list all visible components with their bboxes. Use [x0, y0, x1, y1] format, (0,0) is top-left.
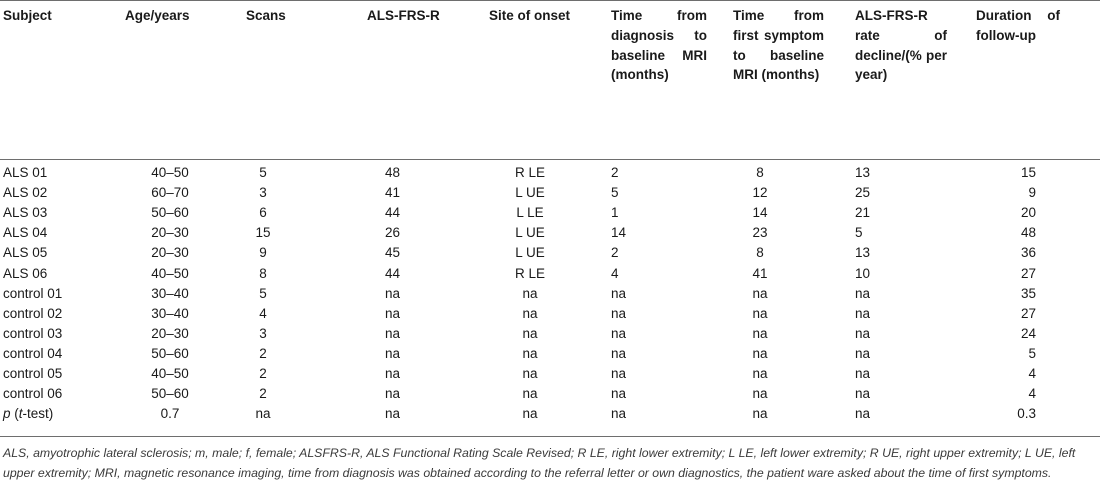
cell-time-from-first-symptom: 8	[756, 165, 764, 180]
cell-als-frs-r: na	[384, 345, 401, 361]
cell-scans: 8	[259, 265, 267, 281]
cell-time-from-diagnosis: na	[611, 325, 627, 341]
cell-time-from-diagnosis: na	[611, 285, 627, 301]
cell-duration-of-follow-up: 15	[1020, 165, 1036, 180]
cell-time-from-diagnosis: na	[611, 366, 627, 381]
cell-subject: ALS 03	[3, 205, 48, 221]
cell-rate-of-decline: na	[855, 285, 871, 301]
table-row	[0, 384, 1100, 404]
table-row	[0, 324, 1100, 344]
cell-duration-of-follow-up: 27	[1020, 305, 1036, 321]
cell-scans: 3	[259, 325, 267, 341]
cell-rate-of-decline: na	[855, 366, 871, 381]
header-rate-of-decline: ALS-FRS-R rate of decline/(% per year)	[855, 8, 947, 83]
cell-duration-of-follow-up: 9	[1028, 185, 1036, 201]
cell-age: 60–70	[151, 185, 189, 201]
cell-time-from-first-symptom: na	[752, 285, 768, 301]
cell-time-from-first-symptom: 8	[756, 245, 764, 261]
cell-duration-of-follow-up: 35	[1020, 285, 1036, 301]
cell-site-of-onset: L LE	[516, 205, 544, 221]
header-time-from-first-symptom: Time from first symptom to baseline MRI (months)	[733, 8, 824, 83]
cell-site-of-onset: na	[522, 386, 538, 402]
cell-subject: control 06	[3, 386, 63, 402]
cell-subject: p (t-test)	[3, 406, 54, 422]
cell-time-from-diagnosis: 4	[611, 265, 619, 281]
table-bottom-rule	[0, 436, 1100, 437]
cell-site-of-onset: R LE	[514, 165, 545, 180]
cell-time-from-first-symptom: 41	[752, 265, 768, 281]
cell-subject: control 03	[3, 325, 63, 341]
cell-duration-of-follow-up: 4	[1028, 366, 1036, 381]
cell-age: 50–60	[151, 386, 189, 402]
cell-subject: control 01	[3, 285, 63, 301]
cell-time-from-diagnosis: na	[611, 386, 627, 402]
cell-age: 40–50	[151, 265, 189, 281]
cell-scans: 3	[259, 185, 267, 201]
cell-rate-of-decline: na	[855, 345, 871, 361]
table-row	[0, 223, 1100, 243]
cell-duration-of-follow-up: 20	[1020, 205, 1036, 221]
cell-rate-of-decline: na	[855, 386, 871, 402]
cell-site-of-onset: L UE	[515, 225, 545, 241]
header-time-from-diagnosis: Time from diagnosis to baseline MRI (months)	[611, 8, 707, 83]
table-row	[0, 203, 1100, 223]
cell-als-frs-r: 44	[384, 205, 401, 221]
cell-time-from-first-symptom: na	[752, 345, 768, 361]
table-row	[0, 243, 1100, 263]
cell-als-frs-r: 41	[384, 185, 401, 201]
table-row	[0, 304, 1100, 324]
cell-time-from-first-symptom: na	[752, 386, 768, 402]
cell-site-of-onset: na	[522, 305, 538, 321]
cell-scans: 4	[259, 305, 267, 321]
cell-time-from-first-symptom: na	[752, 406, 768, 422]
cell-site-of-onset: na	[522, 285, 538, 301]
cell-scans: 6	[259, 205, 267, 221]
cell-duration-of-follow-up: 4	[1028, 386, 1036, 402]
cell-scans: 2	[259, 366, 267, 381]
cell-scans: na	[255, 406, 271, 422]
cell-als-frs-r: na	[384, 305, 401, 321]
cell-time-from-diagnosis: na	[611, 406, 627, 422]
cell-age: 20–30	[151, 325, 189, 341]
cell-rate-of-decline: na	[855, 325, 871, 341]
table-row	[0, 284, 1100, 304]
header-subject: Subject	[3, 8, 52, 23]
cell-site-of-onset: R LE	[514, 265, 545, 281]
cell-site-of-onset: na	[522, 366, 538, 381]
cell-subject: ALS 05	[3, 245, 48, 261]
cell-rate-of-decline: na	[855, 406, 871, 422]
cell-rate-of-decline: 25	[855, 185, 871, 201]
table-row	[0, 364, 1100, 384]
cell-als-frs-r: 26	[384, 225, 401, 241]
cell-age: 50–60	[151, 345, 189, 361]
cell-time-from-diagnosis: 5	[611, 185, 619, 201]
cell-rate-of-decline: 13	[855, 245, 871, 261]
cell-subject: ALS 02	[3, 185, 48, 201]
cell-time-from-first-symptom: 14	[752, 205, 768, 221]
cell-rate-of-decline: 13	[855, 165, 871, 180]
table-row	[0, 264, 1100, 284]
cell-time-from-first-symptom: 12	[752, 185, 768, 201]
cell-duration-of-follow-up: 48	[1020, 225, 1036, 241]
cell-age: 0.7	[160, 406, 180, 422]
cell-subject: control 02	[3, 305, 63, 321]
cell-duration-of-follow-up: 0.3	[1017, 406, 1036, 422]
cell-subject: ALS 06	[3, 265, 48, 281]
cell-als-frs-r: na	[384, 325, 401, 341]
cell-site-of-onset: L UE	[515, 245, 545, 261]
cell-site-of-onset: na	[522, 406, 538, 422]
cell-duration-of-follow-up: 5	[1028, 345, 1036, 361]
table-row	[0, 163, 1100, 183]
cell-age: 20–30	[151, 225, 189, 241]
cell-age: 20–30	[151, 245, 189, 261]
table-footnote: ALS, amyotrophic lateral sclerosis; m, male; f, female; ALSFRS-R, ALS Functional Rating Scale Revised; R LE, right lower extremity; L LE, left lower extremity; R UE, right upper extremity; L UE, left upper extremity; MRI, magnetic resonance imaging, time from diagnosis was obtained according to the referral letter or own diagnostics, the patient ware asked about the time of first symptoms.	[3, 446, 1076, 480]
cell-subject: control 05	[3, 366, 63, 381]
table-row	[0, 344, 1100, 364]
cell-subject: control 04	[3, 345, 63, 361]
cell-time-from-first-symptom: na	[752, 366, 768, 381]
table-top-rule	[0, 0, 1100, 1]
cell-scans: 2	[259, 386, 267, 402]
cell-scans: 5	[259, 285, 267, 301]
header-duration-of-follow-up: Duration of follow-up	[976, 8, 1060, 43]
cell-age: 40–50	[151, 366, 189, 381]
cell-rate-of-decline: 10	[855, 265, 871, 281]
cell-scans: 9	[259, 245, 267, 261]
cell-als-frs-r: 48	[384, 165, 401, 180]
cell-time-from-first-symptom: na	[752, 325, 768, 341]
cell-site-of-onset: L UE	[515, 185, 545, 201]
cell-rate-of-decline: 21	[855, 205, 871, 221]
cell-duration-of-follow-up: 36	[1020, 245, 1036, 261]
cell-time-from-first-symptom: 23	[752, 225, 768, 241]
header-scans: Scans	[246, 8, 286, 23]
cell-site-of-onset: na	[522, 325, 538, 341]
cell-time-from-diagnosis: 2	[611, 245, 619, 261]
header-als-frs-r: ALS-FRS-R	[367, 8, 440, 23]
cell-als-frs-r: 44	[384, 265, 401, 281]
cell-time-from-first-symptom: na	[752, 305, 768, 321]
cell-als-frs-r: na	[384, 406, 401, 422]
cell-als-frs-r: na	[384, 386, 401, 402]
table-row	[0, 404, 1100, 424]
header-age: Age/years	[125, 8, 190, 23]
cell-time-from-diagnosis: na	[611, 305, 627, 321]
table-row	[0, 183, 1100, 203]
cell-age: 50–60	[151, 205, 189, 221]
cell-age: 40–50	[151, 165, 189, 180]
cell-age: 30–40	[151, 305, 189, 321]
cell-duration-of-follow-up: 27	[1020, 265, 1036, 281]
cell-age: 30–40	[151, 285, 189, 301]
cell-scans: 2	[259, 345, 267, 361]
cell-time-from-diagnosis: 2	[611, 165, 619, 180]
cell-subject: ALS 04	[3, 225, 48, 241]
cell-als-frs-r: na	[384, 285, 401, 301]
cell-time-from-diagnosis: na	[611, 345, 627, 361]
table-header-rule	[0, 159, 1100, 160]
cell-scans: 15	[255, 225, 271, 241]
cell-rate-of-decline: na	[855, 305, 871, 321]
cell-als-frs-r: na	[384, 366, 401, 381]
cell-duration-of-follow-up: 24	[1020, 325, 1036, 341]
cell-scans: 5	[259, 165, 267, 180]
cell-time-from-diagnosis: 1	[611, 205, 619, 221]
cell-time-from-diagnosis: 14	[611, 225, 627, 241]
cell-site-of-onset: na	[522, 345, 538, 361]
cell-subject: ALS 01	[3, 165, 48, 180]
header-site-of-onset: Site of onset	[489, 8, 571, 23]
cell-als-frs-r: 45	[384, 245, 401, 261]
cell-rate-of-decline: 5	[855, 225, 863, 241]
